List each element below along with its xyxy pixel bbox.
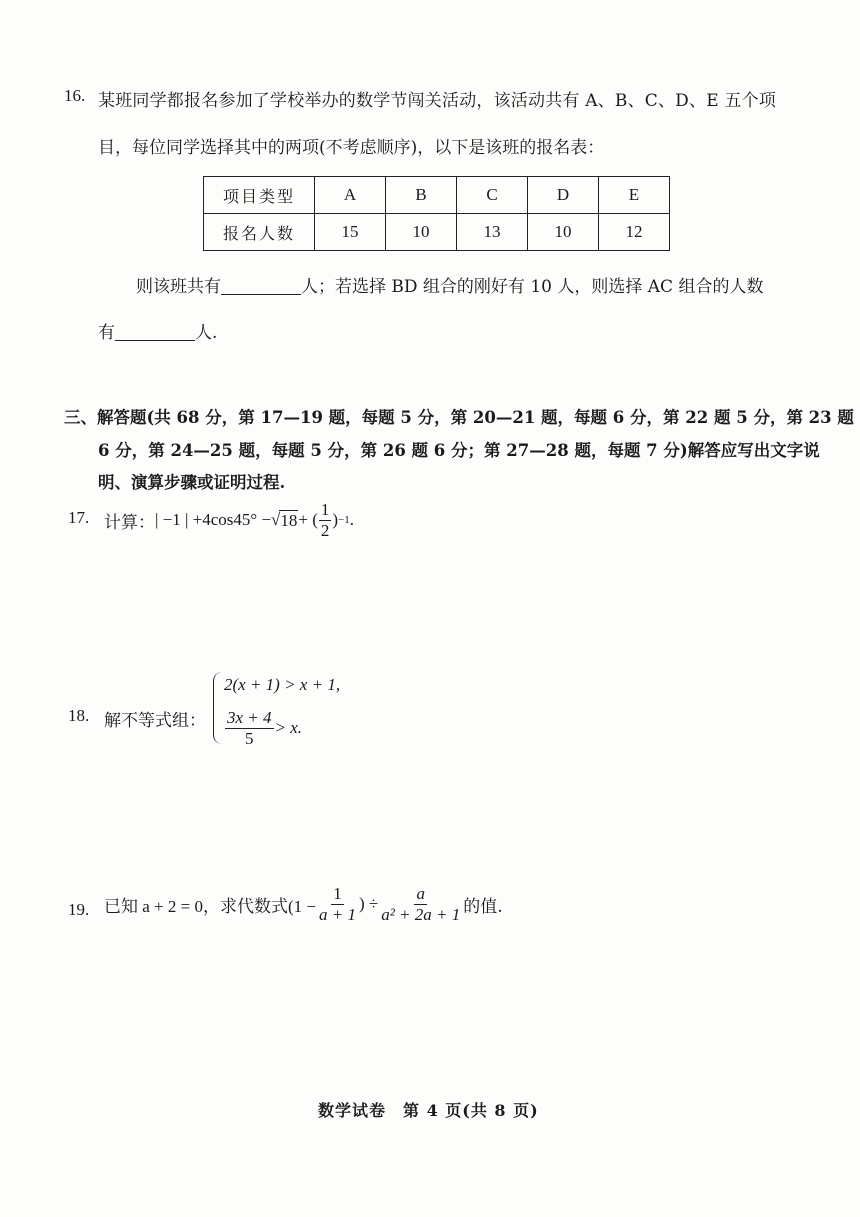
q17-expression [104,500,354,540]
q17-number: 17. [68,508,90,527]
q18-inequality-1: 2(x + 1) > x + 1, [224,675,341,694]
q17-fraction [319,500,332,540]
q17-part1: | −1 | +4cos45° − [155,510,272,530]
q16-line4-end: 人. [195,323,218,343]
q18-inequality-2 [224,708,302,748]
q19-expression [104,884,503,924]
table-row-label: 项目类型 [204,177,315,214]
q19-number: 19. [68,900,90,919]
q16-line3-end: 人；若选择 BD 组合的刚好有 10 人，则选择 AC 组合的人数 [301,277,764,297]
registration-table [203,176,670,251]
q16-text-line3 [136,272,763,297]
q17-end: . [349,510,355,530]
table-cell: 13 [457,214,528,251]
q19-frac1-den: a + 1 [318,904,356,924]
q16-text-line4 [98,318,217,343]
q19-frac1-num: 1 [333,884,342,903]
q17-exponent: −1 [338,514,350,527]
table-cell: 12 [599,214,670,251]
table-cell: 10 [528,214,599,251]
table-header-cell: A [315,177,386,214]
q17-part3: ) [332,510,339,530]
q19-fraction-2 [379,884,462,924]
q19-frac2-num: a [416,884,425,903]
q19-text-a: 已知 a + 2 = 0，求代数式(1 − [104,896,316,916]
section3-heading-line2: 6 分，第 24—25 题，每题 5 分，第 26 题 6 分；第 27—28 题，每题 7 分)解答应写出文字说 [98,441,820,460]
q19-text-b: ) ÷ [358,894,379,914]
section3-heading-line1: 三、解答题(共 68 分，第 17—19 题，每题 5 分，第 20—21 题，每题 6 分，第 22 题 5 分，第 23 题 [64,408,854,427]
section3-heading-line3: 明、演算步骤或证明过程. [98,473,286,492]
q16-number: 16. [64,86,86,105]
table-header-cell: C [457,177,528,214]
table-cell: 15 [315,214,386,251]
q18-frac-num: 3x + 4 [227,708,272,727]
table-header-cell: B [386,177,457,214]
q17-frac-num: 1 [320,500,330,519]
q17-part2: + ( [298,510,318,530]
q16-line4-start: 有 [98,323,115,343]
table-cell: 10 [386,214,457,251]
q16-line3-start: 则该班共有 [136,277,221,297]
q18-label: 解不等式组： [104,711,206,731]
q19-fraction-1 [317,884,358,924]
q16-text-line1: 某班同学都报名参加了学校举办的数学节闯关活动，该活动共有 A、B、C、D、E 五个项 [98,91,777,111]
sqrt-symbol: √ [271,510,281,530]
q19-text-c: 的值. [463,896,503,917]
table-row [204,214,670,251]
brace-symbol [213,672,224,744]
q19-frac2-den: a² + 2a + 1 [381,904,461,924]
table-header-cell: E [599,177,670,214]
q18-frac-den: 5 [245,728,254,748]
page-footer: 数学试卷 第 4 页(共 8 页) [318,1101,539,1120]
table-row [204,177,670,214]
answer-blank-2[interactable] [115,323,195,341]
q16-text-line2: 目，每位同学选择其中的两项(不考虑顺序)，以下是该班的报名表： [98,138,605,158]
q18-number: 18. [68,706,90,725]
table-row-label: 报名人数 [204,214,315,251]
q18-fraction [225,708,274,748]
table-header-cell: D [528,177,599,214]
q17-frac-den: 2 [320,520,330,540]
q17-label: 计算： [104,512,155,533]
q18-ineq2-rest: > x. [274,718,303,738]
q17-sqrt-arg: 18 [280,510,298,530]
answer-blank-1[interactable] [221,277,301,295]
